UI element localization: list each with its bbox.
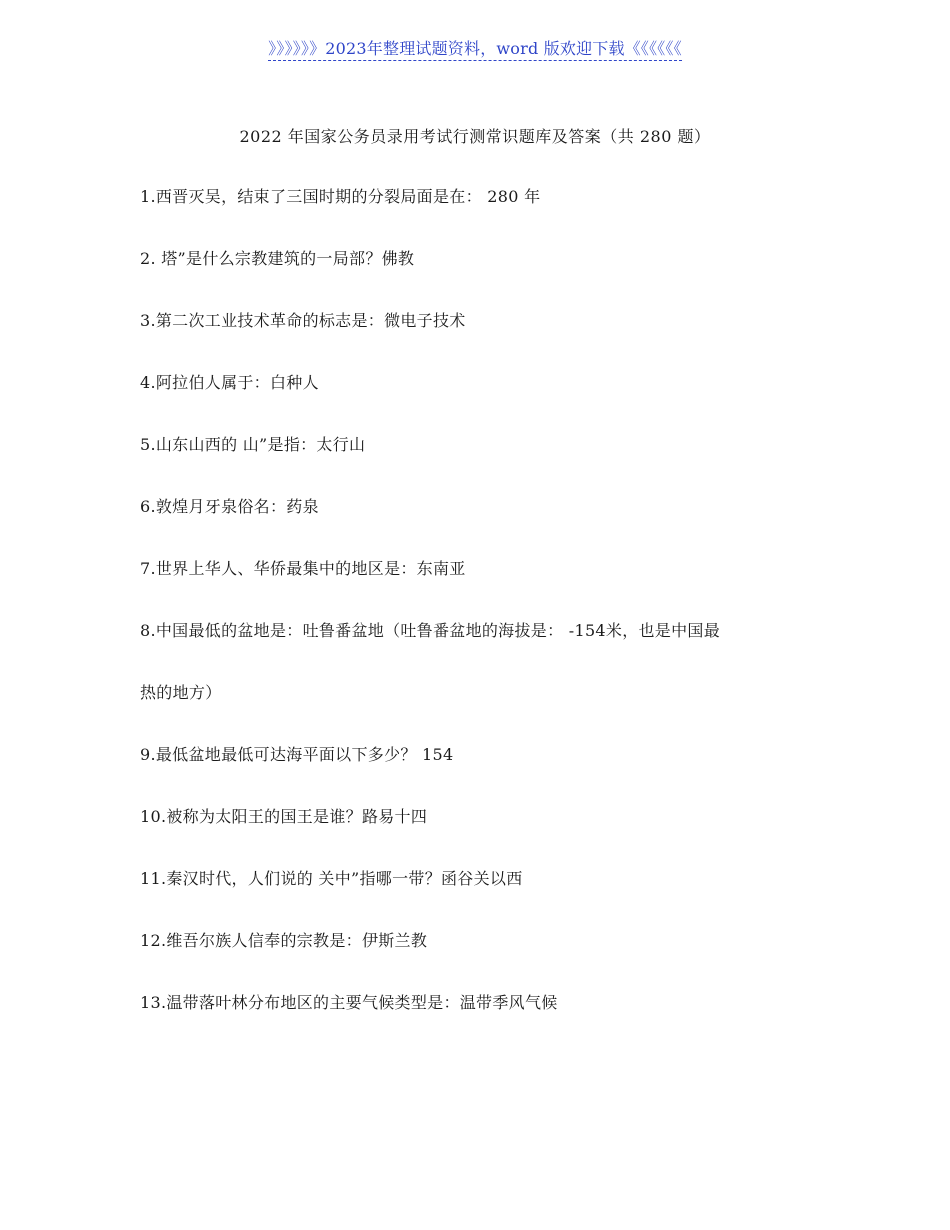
list-item: [140, 246, 820, 272]
list-item: [140, 990, 820, 1016]
download-banner-link[interactable]: 》》》》》》2023年整理试题资料，word 版欢迎下载《《《《《《: [268, 39, 682, 61]
question-text-continued: 热的地方）: [140, 683, 222, 702]
list-item: [140, 308, 820, 334]
question-text: 13.温带落叶林分布地区的主要气候类型是：温带季风气候: [140, 993, 558, 1012]
list-item: [140, 370, 820, 396]
question-text: 4.阿拉伯人属于：白种人: [140, 373, 319, 392]
list-item: [140, 618, 820, 706]
document-title: 2022 年国家公务员录用考试行测常识题库及答案（共 280 题）: [239, 127, 711, 146]
question-text: 7.世界上华人、华侨最集中的地区是：东南亚: [140, 559, 466, 578]
question-list: [140, 184, 820, 1052]
question-text: 11.秦汉时代，人们说的 关中”指哪一带？函谷关以西: [140, 869, 523, 888]
question-text: 6.敦煌月牙泉俗名：药泉: [140, 497, 319, 516]
question-text: 12.维吾尔族人信奉的宗教是：伊斯兰教: [140, 931, 428, 950]
list-item: [140, 184, 820, 210]
list-item: [140, 432, 820, 458]
question-text: 10.被称为太阳王的国王是谁？路易十四: [140, 807, 428, 826]
question-text: 1.西晋灭吴，结束了三国时期的分裂局面是在： 280 年: [140, 187, 541, 206]
header-banner: [0, 36, 950, 59]
list-item: [140, 494, 820, 520]
list-item: [140, 928, 820, 954]
list-item: [140, 556, 820, 582]
question-text: 3.第二次工业技术革命的标志是：微电子技术: [140, 311, 466, 330]
question-text: 8.中国最低的盆地是：吐鲁番盆地（吐鲁番盆地的海拔是： -154米，也是中国最: [140, 621, 720, 640]
list-item: [140, 742, 820, 768]
list-item: [140, 866, 820, 892]
question-text: 5.山东山西的 山”是指：太行山: [140, 435, 366, 454]
list-item: [140, 804, 820, 830]
question-text: 2. 塔”是什么宗教建筑的一局部？佛教: [140, 249, 415, 268]
question-text: 9.最低盆地最低可达海平面以下多少？ 154: [140, 745, 454, 764]
